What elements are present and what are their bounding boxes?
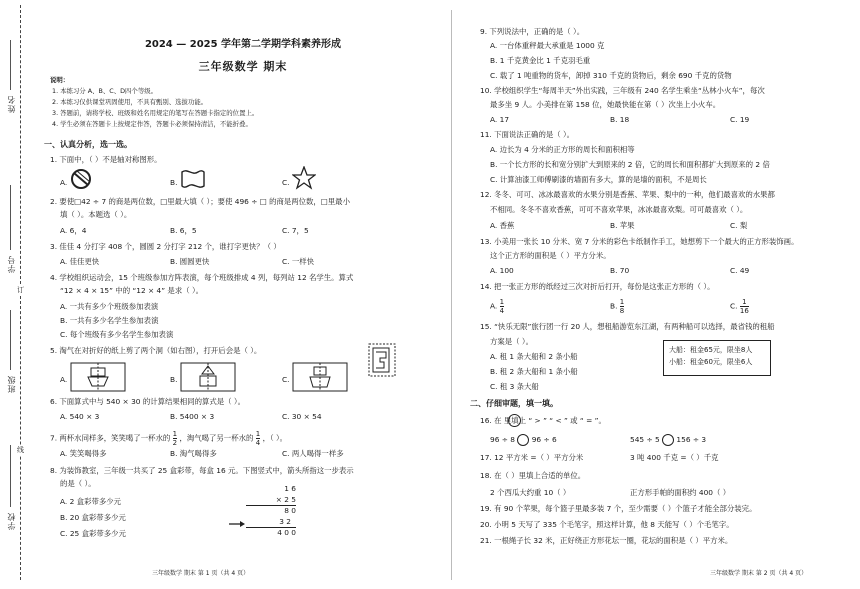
right-page bbox=[460, 0, 855, 589]
name-label: 姓名 bbox=[7, 95, 16, 113]
question-7 bbox=[50, 430, 287, 447]
q7-option-a: A. 笑笑喝得多 bbox=[60, 449, 107, 458]
q1-option-a-label: A. bbox=[60, 178, 68, 187]
page-footer: 三年级数学 期末 第 1 页（共 4 页） bbox=[152, 570, 250, 577]
q15-option-a: A. 租 1 条大船和 2 条小船 bbox=[490, 352, 578, 361]
q7-option-c: C. 两人喝得一样多 bbox=[282, 449, 344, 458]
q14-option-c: C. $\frac{1}{16}$ bbox=[730, 298, 749, 315]
question-13: 13. 小美用一张长 10 分米、宽 7 分米的彩色卡纸制作手工，她想剪下一个最大的正方形装饰画。 bbox=[480, 237, 799, 246]
q10-option-a: A. 17 bbox=[490, 115, 510, 124]
question-2: 2. 要使□42 ÷ 7 的商是两位数，□里最大填（ ）；要使 496 ÷ □ 的商是两位数，□里最小 bbox=[50, 197, 350, 206]
calc-line: 4 0 0 bbox=[277, 528, 296, 537]
question-10-cont: 最多坐 9 人。小美排在第 158 位，她最快能在第（ ）次坐上小火车。 bbox=[490, 100, 721, 109]
arrow-icon bbox=[228, 520, 246, 528]
exam-subtitle: 三年级数学 期末 bbox=[198, 60, 288, 73]
notes-title: 说明： bbox=[50, 76, 70, 84]
note-line: 1. 本练习分 A、B、C、D四个等级。 bbox=[52, 87, 157, 95]
q4-option-c: C. 每个班级有多少名学生参加表演 bbox=[60, 330, 174, 339]
q3-option-b: B. 圆圆更快 bbox=[170, 257, 210, 266]
vertical-multiplication bbox=[246, 484, 296, 539]
answer-circle-icon[interactable] bbox=[517, 434, 529, 446]
q2-option-c: C. 7，5 bbox=[282, 226, 309, 235]
q11-option-a: A. 边长为 4 分米的正方形的周长和面积相等 bbox=[490, 145, 635, 154]
q1-option-c-label: C. bbox=[282, 178, 290, 187]
question-2-cont: 填（ ）。本题选（ ）。 bbox=[60, 210, 132, 219]
q15-option-c: C. 租 3 条大船 bbox=[490, 382, 539, 391]
page-footer: 三年级数学 期末 第 2 页（共 4 页） bbox=[710, 570, 808, 577]
unfolded-pattern-b-icon bbox=[180, 362, 236, 392]
unfolded-pattern-c-icon bbox=[292, 362, 348, 392]
calc-line: 8 0 bbox=[284, 506, 296, 515]
q11-option-c: C. 计算油漆工师傅刷漆的墙面有多大，算的是墙的面积，不是周长 bbox=[490, 175, 707, 184]
q9-option-a: A. 一台体重秤最大承重是 1000 克 bbox=[490, 41, 605, 50]
question-8-cont: 的是（ ）。 bbox=[60, 479, 96, 488]
question-15-cont: 方案是（ ）。 bbox=[490, 337, 533, 346]
question-11: 11. 下面说法正确的是（ ）。 bbox=[480, 130, 575, 139]
school-label: 学校 bbox=[7, 512, 16, 530]
q16-item-2: 545 ÷ 5 156 ÷ 3 bbox=[630, 435, 707, 444]
q5-option-a-label: A. bbox=[60, 375, 68, 384]
boat-price-box bbox=[663, 340, 771, 376]
question-15: 15. “快乐无限”旅行团一行 20 人，想租船游览东江湖，有两种船可以选择，最省钱的租船 bbox=[480, 322, 775, 331]
q8-option-a: A. 2 盒彩带多少元 bbox=[60, 497, 122, 506]
q15-option-b: B. 租 2 条大船和 1 条小船 bbox=[490, 367, 578, 376]
answer-circle-icon[interactable] bbox=[662, 434, 674, 446]
q12-option-a: A. 香蕉 bbox=[490, 221, 515, 230]
question-17-b: 3 吨 400 千克 =（ ）千克 bbox=[630, 453, 719, 462]
calc-line: × 2 5 bbox=[246, 495, 296, 507]
q3-option-a: A. 佳佳更快 bbox=[60, 257, 100, 266]
q7-text-start: 7. 两杯水同样多，笑笑喝了一杯水的 bbox=[50, 433, 171, 443]
calc-line: 3 2 bbox=[246, 517, 296, 529]
school-blank bbox=[10, 445, 12, 507]
q4-option-a: A. 一共有多少个班级参加表演 bbox=[60, 302, 159, 311]
q6-option-b: B. 5400 × 3 bbox=[170, 412, 215, 421]
class-label: 班级 bbox=[7, 375, 16, 393]
q6-option-a: A. 540 × 3 bbox=[60, 412, 100, 421]
question-4-cont: “12 × 4 × 15” 中的 “12 × 4” 是求（ ）。 bbox=[60, 286, 204, 295]
page-divider bbox=[451, 10, 452, 580]
calc-line: 1 6 bbox=[284, 484, 296, 493]
q7-fraction-quarter: $\frac{1}{4}$ bbox=[255, 430, 261, 447]
q10-option-b: B. 18 bbox=[610, 115, 630, 124]
note-line: 3. 答题前，请将学校、班级和姓名用规定的笔写在答题卡指定的位置上。 bbox=[52, 109, 259, 117]
q10-option-c: C. 19 bbox=[730, 115, 750, 124]
q13-option-a: A. 100 bbox=[490, 266, 514, 275]
q9-option-b: B. 1 千克黄金比 1 千克羽毛重 bbox=[490, 56, 591, 65]
q11-option-b: B. 一个长方形的长和宽分别扩大到原来的 2 倍，它的周长和面积都扩大到原来的 2 倍 bbox=[490, 160, 770, 169]
q5-option-b-label: B. bbox=[170, 375, 178, 384]
q8-option-b: B. 20 盒彩带多少元 bbox=[60, 513, 126, 522]
q7-text-end: ，（ ）。 bbox=[262, 433, 288, 443]
answer-circle-icon bbox=[508, 414, 521, 427]
big-boat-info: 大船：租金65元，限坐8人 bbox=[669, 346, 753, 354]
question-5: 5. 淘气在对折好的纸上剪了两个洞（如右图），打开后会是（ ）。 bbox=[50, 346, 262, 355]
q1-option-b-label: B. bbox=[170, 178, 178, 187]
q7-fraction-half: $\frac{1}{2}$ bbox=[172, 430, 178, 447]
section-heading: 一、认真分析，选一选。 bbox=[44, 140, 132, 149]
q7-option-b: B. 淘气喝得多 bbox=[170, 449, 217, 458]
question-10: 10. 学校组织学生“每周半天”外出实践，三年级有 240 名学生乘坐“丛林小火车”，每次 bbox=[480, 86, 765, 95]
question-1: 1. 下面中，（ ）不是轴对称图形。 bbox=[50, 155, 162, 164]
binding-mark: 订 bbox=[17, 286, 24, 294]
question-6: 6. 下面算式中与 540 × 30 的计算结果相同的算式是（ ）。 bbox=[50, 397, 245, 406]
exam-title: 2024 — 2025 学年第二学期学科素养形成 bbox=[144, 39, 342, 50]
question-18: 18. 在（ ）里填上合适的单位。 bbox=[480, 471, 586, 480]
q3-option-c: C. 一样快 bbox=[282, 257, 315, 266]
student-number-blank bbox=[10, 185, 12, 250]
note-line: 2. 本练习仅供课堂巩固使用，不具有甄别、选拔功能。 bbox=[52, 98, 208, 106]
q5-option-c-label: C. bbox=[282, 375, 290, 384]
q12-option-c: C. 梨 bbox=[730, 221, 748, 230]
left-page bbox=[42, 0, 444, 589]
q13-option-c: C. 49 bbox=[730, 266, 750, 275]
folded-paper-icon bbox=[367, 342, 397, 378]
star-icon bbox=[292, 166, 316, 190]
q14-option-b: B. $\frac{1}{8}$ bbox=[610, 298, 625, 315]
question-12: 12. 冬冬、可可、冰冰最喜欢的水果分别是香蕉、苹果、梨中的一种，他们最喜欢的水果都 bbox=[480, 190, 775, 199]
binding-strip bbox=[0, 0, 40, 589]
q2-option-b: B. 6，5 bbox=[170, 226, 197, 235]
unfolded-pattern-a-icon bbox=[70, 362, 126, 392]
question-16: 16. 在 里填上 “ > ” “ < ” 或 “ = ”。 bbox=[480, 416, 606, 425]
q16-item-1: 96 ÷ 8 96 ÷ 6 bbox=[490, 435, 557, 444]
question-13-cont: 这个正方形的面积是（ ）平方分米。 bbox=[490, 251, 611, 260]
student-number-label: 学号 bbox=[7, 255, 16, 273]
question-4: 4. 学校组织运动会，15 个班级参加方阵表演，每个班级排成 4 列，每列站 12 名学生。算式 bbox=[50, 273, 354, 282]
q13-option-b: B. 70 bbox=[610, 266, 630, 275]
question-3: 3. 佳佳 4 分打字 408 个，圆圆 2 分打字 212 个，谁打字更快？（ ） bbox=[50, 242, 281, 251]
class-blank bbox=[10, 310, 12, 370]
name-blank bbox=[10, 40, 12, 90]
flag-shape-icon bbox=[180, 168, 206, 190]
q8-option-c: C. 25 盒彩带多少元 bbox=[60, 529, 126, 538]
question-19: 19. 有 90 个苹果，每个篮子里最多装 7 个，至少需要（ ）个篮子才能全部分装完。 bbox=[480, 504, 757, 513]
question-9: 9. 下列说法中，正确的是（ ）。 bbox=[480, 27, 585, 36]
q6-option-c: C. 30 × 54 bbox=[282, 412, 322, 421]
binding-mark: 线 bbox=[17, 446, 24, 454]
q18-item-a: 2 个西瓜大约重 10（ ） bbox=[490, 488, 571, 497]
section-heading: 二、仔细审题，填一填。 bbox=[470, 399, 558, 408]
question-14: 14. 把一张正方形的纸经过三次对折后打开，每份是这张正方形的（ ）。 bbox=[480, 282, 715, 291]
question-21: 21. 一根绳子长 32 米，正好绕正方形花坛一圈，花坛的面积是（ ）平方米。 bbox=[480, 536, 733, 545]
question-8: 8. 为装饰教室，三年级一共买了 25 盒彩带，每盒 16 元。下图竖式中，箭头所指这一步表示 bbox=[50, 466, 354, 475]
q7-text-mid: ，淘气喝了另一杯水的 bbox=[179, 433, 254, 443]
q12-option-b: B. 苹果 bbox=[610, 221, 635, 230]
q2-option-a: A. 6，4 bbox=[60, 226, 87, 235]
question-12-cont: 不相同。冬冬不喜欢香蕉，可可不喜欢苹果，冰冰最喜欢梨。可可最喜欢（ ）。 bbox=[490, 205, 748, 214]
note-line: 4. 学生必须在答题卡上按规定作答，答题卡必须保持清洁，不能折叠。 bbox=[52, 120, 252, 128]
small-boat-info: 小船：租金60元，限坐6人 bbox=[669, 358, 753, 366]
question-20: 20. 小明 5 天写了 335 个毛笔字，照这样计算，他 8 天能写（ ）个毛笔字。 bbox=[480, 520, 734, 529]
question-17-a: 17. 12 平方米 =（ ）平方分米 bbox=[480, 453, 584, 462]
q9-option-c: C. 载了 1 吨重物的货车，卸掉 310 千克的货物后，剩余 690 千克的货物 bbox=[490, 71, 732, 80]
q18-item-b: 正方形手帕的面积约 400（ ） bbox=[630, 488, 731, 497]
q4-option-b: B. 一共有多少名学生参加表演 bbox=[60, 316, 159, 325]
no-sign-icon bbox=[70, 168, 92, 190]
q14-option-a: A. $\frac{1}{4}$ bbox=[490, 298, 505, 315]
